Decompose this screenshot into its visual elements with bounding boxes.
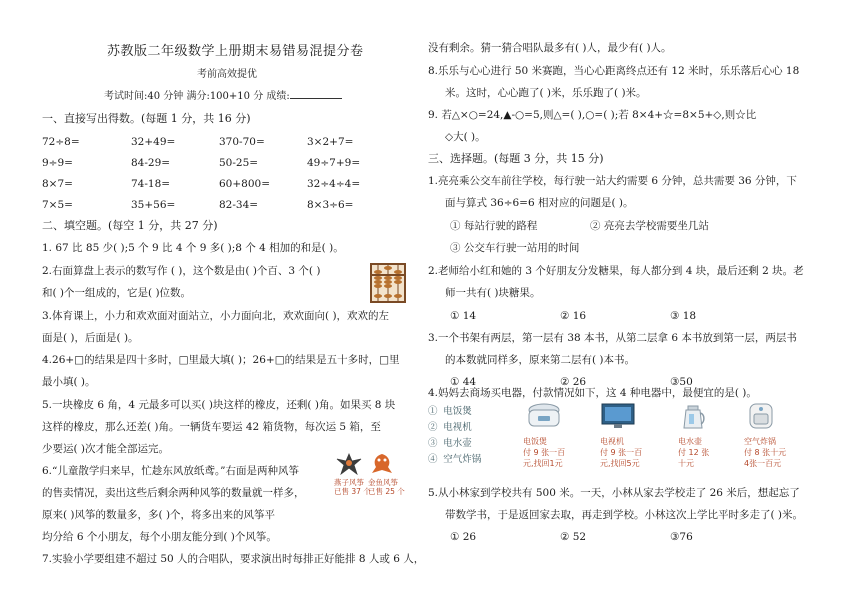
question-line: 均分给 6 个小朋友，每个小朋友能分到( )个风筝。 [42,531,277,543]
caption-line: 十元 [678,459,694,468]
air-fryer-caption [744,436,786,469]
caption-line: 4张一百元 [744,459,782,468]
appliance-option: ① 电饭煲 [428,406,472,417]
calc-item: 50-25= [219,157,259,169]
swallow-kite-name: 燕子风筝 [334,478,364,487]
question-line: 6.“儿童散学归来早，忙趁东风放纸鸢。”右面是两种风筝 [42,465,300,477]
option: ① 26 [450,531,477,543]
calc-item: 7×5= [42,199,73,211]
score-blank [290,88,342,99]
caption-line: 元,找回1元 [523,459,563,468]
goldfish-kite-name: 金鱼风筝 [368,478,398,487]
swallow-kite-sold: 已售 37 个 [334,487,371,496]
goldfish-kite-image [370,452,394,476]
caption-line: 付 12 张 [678,448,710,457]
calc-item: 82-34= [219,199,259,211]
calc-item: 60+800= [219,178,270,190]
question-line: 面与算式 36÷6=6 相对应的问题是( )。 [445,197,634,209]
question-line: 最小填( )。 [42,376,96,388]
question-line: 原来( )风筝的数量多，多( )个，将多出来的风筝平 [42,509,276,521]
goldfish-kite-caption [368,478,405,496]
abacus-image [370,263,406,303]
calc-item: 49÷7+9= [307,157,361,169]
calc-item: 8×7= [42,178,73,190]
option: ① 每站行驶的路程 [450,220,538,232]
appliance-option: ② 电视机 [428,422,472,433]
exam-info [104,88,342,104]
option: ③ 18 [670,310,697,322]
caption-line: 空气炸锅 [744,437,776,446]
option: ② 16 [560,310,587,322]
option: ② 26 [560,376,587,388]
exam-title: 苏教版二年级数学上册期末易错易混提分卷 [107,44,364,59]
exam-subtitle: 考前高效提优 [197,69,257,80]
calc-item: 35+56= [131,199,176,211]
question-line: 1. 67 比 85 少( );5 个 9 比 4 个 9 多( );8 个 4 相加的和是( )。 [42,242,344,254]
option: ③50 [670,376,693,388]
calc-item: 8×3÷6= [307,199,354,211]
question-line: 的本数就同样多，原来第二层有( )本书。 [445,354,636,366]
kettle-caption [678,436,709,469]
section3-heading: 三、选择题。(每题 3 分，共 15 分) [428,152,604,165]
option: ③ 公交车行驶一站用的时间 [450,242,580,254]
question-line: 5.从小林家到学校共有 500 米。一天，小林从家去学校走了 26 米后，想起忘了 [428,487,800,499]
section2-heading: 二、填空题。(每空 1 分，共 27 分) [42,219,218,232]
goldfish-kite-sold: 已售 25 个 [368,487,405,496]
kettle-image [680,402,706,430]
caption-line: 付 8 张十元 [744,448,787,457]
option: ② 52 [560,531,587,543]
question-line: 师一共有( )块糖果。 [445,287,541,299]
calc-item: 74-18= [131,178,171,190]
question-line: 3.体育课上，小力和欢欢面对面站立，小力面向北，欢欢面向( )，欢欢的左 [42,310,390,322]
rice-cooker-image [524,402,564,430]
question-line: 的售卖情况，卖出这些后剩余两种风筝的数量就一样多， [42,487,305,499]
exam-info-text: 考试时间:40 分钟 满分:100+10 分 成绩: [104,91,290,102]
caption-line: 电饭煲 [523,437,547,446]
appliance-option: ④ 空气炸锅 [428,454,482,465]
caption-line: 付 9 张一百 [600,448,643,457]
air-fryer-image [746,402,776,430]
caption-line: 付 9 张一百 [523,448,566,457]
caption-line: 电视机 [600,437,624,446]
rice-cooker-caption [523,436,565,469]
calc-item: 72÷8= [42,136,80,148]
option: ③76 [670,531,693,543]
question-line: 米。这时，心心跑了( )米，乐乐跑了( )米。 [445,87,647,99]
option: ② 亮亮去学校需要坐几站 [590,220,709,232]
calc-item: 32+49= [131,136,176,148]
calc-item: 32÷4÷4= [307,178,361,190]
question-line: 这样的橡皮，那么还差( )角。一辆货车要运 42 箱货物，每次运 5 箱，至 [42,421,381,433]
tv-caption [600,436,642,469]
question-line: 和( )个一组成的，它是( )位数。 [42,287,192,299]
question-line: 2.老师给小红和她的 3 个好朋友分发糖果，每人都分到 4 块，最后还剩 2 块。老 [428,265,804,277]
swallow-kite-image [336,452,362,476]
question-line: 面是( )，后面是( )。 [42,332,139,344]
question-line: 带数学书，于是返回家去取，再走到学校。小林这次上学比平时多走了( )米。 [445,509,804,521]
question-line: ◇大( )。 [445,131,486,143]
option: ① 14 [450,310,477,322]
question-line: 少要运( )次才能全部运完。 [42,443,170,455]
section1-heading: 一、直接写出得数。(每题 1 分，共 16 分) [42,112,251,125]
calc-item: 84-29= [131,157,171,169]
question-line: 1.亮亮乘公交车前往学校，每行驶一站大约需要 6 分钟，总共需要 36 分钟，下 [428,175,797,187]
question-line: 没有剩余。猜一猜合唱队最多有( )人，最少有( )人。 [428,42,672,54]
appliance-option: ③ 电水壶 [428,438,472,449]
question-line: 4.26+□的结果是四十多时，□里最大填( )；26+□的结果是五十多时，□里 [42,354,400,366]
question-line: 9. 若△×○=24,▲-○=5,则△=( ),○=( );若 8×4+☆=8×5+◇,则☆比 [428,109,757,121]
appliance-list [428,404,481,468]
swallow-kite-caption [334,478,371,496]
question-line: 5.一块橡皮 6 角，4 元最多可以买( )块这样的橡皮，还剩( )角。如果买 8 块 [42,399,396,411]
caption-line: 电水壶 [678,437,702,446]
question-line: 2.右面算盘上表示的数写作 ( )，这个数是由( )个百、3 个( ) [42,265,321,277]
question-line: 4.妈妈去商场买电器，付款情况如下，这 4 种电器中，最便宜的是( )。 [428,387,757,399]
question-line: 7.实验小学要组建不超过 50 人的合唱队，要求演出时每排正好能排 8 人或 6 人， [42,553,425,565]
calc-item: 3×2+7= [307,136,354,148]
tv-image [600,402,636,430]
question-line: 8.乐乐与心心进行 50 米赛跑，当心心距离终点还有 12 米时，乐乐落后心心 18 [428,65,800,77]
calc-item: 370-70= [219,136,265,148]
caption-line: 元,找回5元 [600,459,640,468]
question-line: 3.一个书架有两层，第一层有 38 本书，从第二层拿 6 本书放到第一层，两层书 [428,332,797,344]
calc-item: 9÷9= [42,157,73,169]
option: ① 44 [450,376,477,388]
